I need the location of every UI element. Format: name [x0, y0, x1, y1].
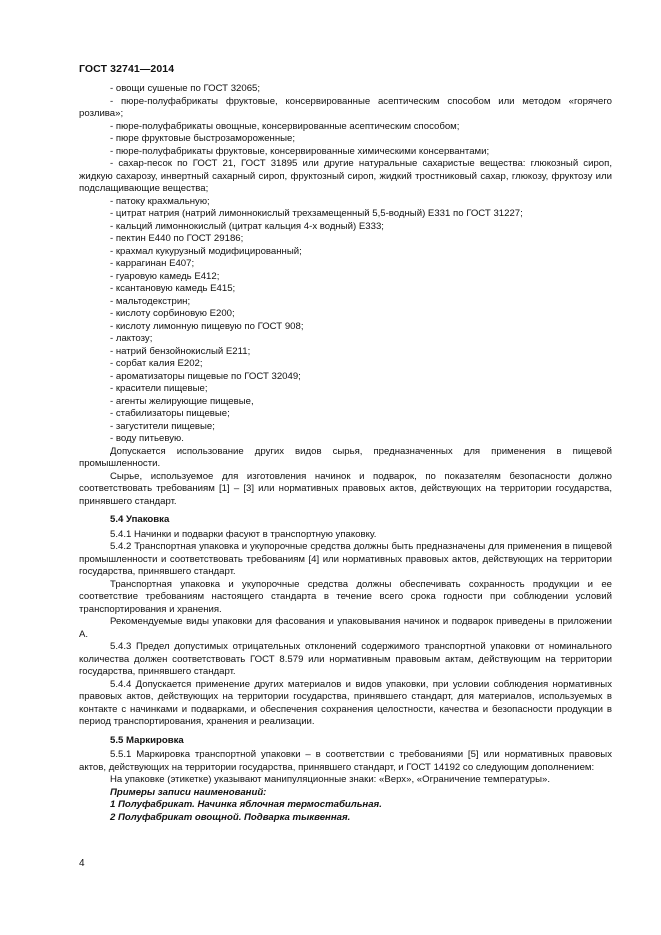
list-item: - пюре фруктовые быстрозамороженные; — [110, 133, 296, 144]
paragraph-allowed: Допускается использование других видов сырья, предназначенных для применения в пищевой промышленности. — [79, 445, 612, 469]
list-item: - пюре-полуфабрикаты фруктовые, консервированные химическими консервантами; — [110, 145, 490, 157]
list-item: - каррагинан Е407; — [110, 258, 195, 269]
paragraph-packaging-integrity: Транспортная упаковка и укупорочные средства должны обеспечивать сохранность продукции и ее соответствие требованиям настоящего стандарта в течение всего срока годности при соблюдении условий транспортирования и хранения. — [79, 578, 612, 615]
list-item: - лактозу; — [110, 333, 153, 344]
list-item: - крахмал кукурузный модифицированный; — [110, 245, 302, 257]
list-item: - кислоту сорбиновую Е200; — [110, 308, 235, 319]
list-item: - гуаровую камедь Е412; — [110, 270, 220, 282]
page-number: 4 — [79, 858, 85, 869]
list-item: - натрий бензойнокислый Е211; — [110, 345, 251, 357]
list-item: - воду питьевую. — [110, 433, 184, 444]
document-header: ГОСТ 32741—2014 — [79, 63, 175, 75]
list-item: - пектин Е440 по ГОСТ 29186; — [110, 233, 244, 244]
list-item: - сахар-песок по ГОСТ 21, ГОСТ 31895 или другие натуральные сахаристые вещества: глюкозный сироп, жидкую сахарозу, инвертный сахарный сироп, фруктозный сироп, жидкий тростниковый сахар, глюкозу, фруктозу или подслащивающие вещества; — [79, 158, 612, 194]
ingredient-list — [79, 83, 612, 446]
paragraph-5-4-3: 5.4.3 Предел допустимых отрицательных отклонений содержимого транспортной упаковки от номинального количества должен соответствовать ГОСТ 8.579 или нормативным правовым актам, действующим на территории государства, принявшего стандарт. — [79, 641, 612, 677]
list-item: - стабилизаторы пищевые; — [110, 408, 230, 419]
examples-title: Примеры записи наименований: — [110, 786, 267, 798]
list-item: - мальтодекстрин; — [110, 295, 191, 307]
section-title-packaging: 5.4 Упаковка — [110, 514, 170, 525]
paragraph-5-4-1: 5.4.1 Начинки и подварки фасуют в транспортную упаковку. — [110, 528, 377, 540]
paragraph-5-4-2: 5.4.2 Транспортная упаковка и укупорочные средства должны быть предназначены для применения в пищевой промышленности и соответствовать требованиям [4] или нормативных правовых актов, действующих на территории государства, принявшего стандарт. — [79, 541, 612, 577]
example-2: 2 Полуфабрикат овощной. Подварка тыквенная. — [110, 811, 351, 823]
list-item: - кислоту лимонную пищевую по ГОСТ 908; — [110, 320, 304, 332]
paragraph-safety: Сырье, используемое для изготовления начинок и подварок, по показателям безопасности должно соответствовать требованиям [1] – [3] или нормативных правовых актов, действующих на территории государства, принявшего стандарт. — [79, 470, 612, 507]
paragraph-packaging-recommended: Рекомендуемые виды упаковки для фасования и упаковывания начинок и подварок приведены в приложении А. — [79, 616, 612, 640]
list-item: - агенты желирующие пищевые, — [110, 395, 254, 407]
list-item: - сорбат калия Е202; — [110, 358, 203, 369]
section-title-marking: 5.5 Маркировка — [110, 734, 184, 746]
list-item: - пюре-полуфабрикаты овощные, консервированные асептическим способом; — [110, 120, 460, 132]
list-item: - ксантановую камедь Е415; — [110, 283, 236, 294]
list-item: - цитрат натрия (натрий лимоннокислый трехзамещенный 5,5-водный) Е331 по ГОСТ 31227; — [110, 208, 523, 219]
paragraph-marking-signs: На упаковке (этикетке) указывают манипуляционные знаки: «Верх», «Ограничение температуры». — [110, 774, 551, 785]
paragraph-5-5-1: 5.5.1 Маркировка транспортной упаковки – в соответствии с требованиями [5] или нормативных правовых актов, действующих на территории государства, принявшего стандарт, и ГОСТ 14192 со следующим дополнением: — [79, 749, 612, 773]
list-item: - красители пищевые; — [110, 383, 208, 394]
list-item: - загустители пищевые; — [110, 420, 215, 432]
list-item: - кальций лимоннокислый (цитрат кальция 4-х водный) Е333; — [110, 220, 384, 232]
paragraph-5-4-4: 5.4.4 Допускается применение других материалов и видов упаковки, при условии соблюдения нормативных правовых актов, действующих на территории государства, принявшего стандарт, для материалов, используемых в контакте с начинками и подварками, и обеспечения сохранения целостности, качества и безопасности продукции в период транспортирования, хранения и реализации. — [79, 678, 612, 727]
list-item: - ароматизаторы пищевые по ГОСТ 32049; — [110, 370, 301, 382]
list-item: - овощи сушеные по ГОСТ 32065; — [110, 83, 261, 94]
page-content — [79, 83, 612, 824]
example-1: 1 Полуфабрикат. Начинка яблочная термостабильная. — [110, 799, 382, 810]
list-item: - патоку крахмальную; — [110, 195, 210, 207]
list-item: - пюре-полуфабрикаты фруктовые, консервированные асептическим способом или методом «горячего розлива»; — [79, 95, 612, 119]
